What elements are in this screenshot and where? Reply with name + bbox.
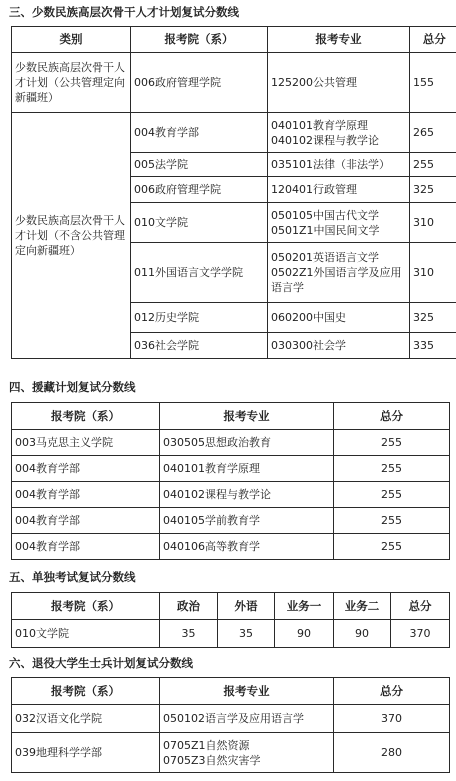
table-header-row <box>12 27 456 53</box>
table-row <box>12 53 456 113</box>
table-row <box>12 733 450 773</box>
score-cell: 310 <box>410 243 456 303</box>
header-score: 总分 <box>410 27 456 53</box>
major-cell: 030300社会学 <box>268 333 410 359</box>
major-cell: 120401行政管理 <box>268 177 410 203</box>
major-cell: 040105学前教育学 <box>160 508 334 534</box>
score-cell: 370 <box>391 620 450 648</box>
table-row <box>12 620 450 648</box>
minority-cadre-table <box>11 26 456 359</box>
header-score: 总分 <box>391 593 450 620</box>
major-cell: 040101教育学原理 040102课程与教学论 <box>268 113 410 153</box>
independent-exam-table <box>11 592 450 648</box>
header-dept: 报考院（系） <box>12 678 160 705</box>
table-header-row <box>12 403 450 430</box>
header-dept: 报考院（系） <box>12 403 160 430</box>
score-cell: 255 <box>334 482 450 508</box>
major-cell: 050102语言学及应用语言学 <box>160 705 334 733</box>
major-cell: 050105中国古代文学 0501Z1中国民间文学 <box>268 203 410 243</box>
dept-cell: 011外国语言文学学院 <box>131 243 268 303</box>
dept-cell: 012历史学院 <box>131 303 268 333</box>
table-row <box>12 534 450 560</box>
dept-cell: 010文学院 <box>131 203 268 243</box>
score-cell: 255 <box>334 430 450 456</box>
header-category: 类别 <box>12 27 131 53</box>
header-score: 总分 <box>334 678 450 705</box>
score-cell: 255 <box>334 508 450 534</box>
subject1-cell: 90 <box>275 620 334 648</box>
score-cell: 370 <box>334 705 450 733</box>
score-cell: 310 <box>410 203 456 243</box>
dept-cell: 006政府管理学院 <box>131 53 268 113</box>
score-cell: 155 <box>410 53 456 113</box>
table-row <box>12 430 450 456</box>
dept-cell: 005法学院 <box>131 153 268 177</box>
category-cell: 少数民族高层次骨干人才计划（公共管理定向新疆班） <box>12 53 131 113</box>
score-cell: 255 <box>334 534 450 560</box>
dept-cell: 004教育学部 <box>131 113 268 153</box>
score-cell: 280 <box>334 733 450 773</box>
major-cell: 040102课程与教学论 <box>160 482 334 508</box>
veteran-student-table <box>11 677 450 773</box>
dept-cell: 039地理科学学部 <box>12 733 160 773</box>
dept-cell: 004教育学部 <box>12 534 160 560</box>
score-cell: 325 <box>410 177 456 203</box>
dept-cell: 036社会学院 <box>131 333 268 359</box>
dept-cell: 004教育学部 <box>12 482 160 508</box>
subject2-cell: 90 <box>334 620 391 648</box>
category-cell: 少数民族高层次骨干人才计划（不含公共管理定向新疆班） <box>12 113 131 359</box>
section4-title: 四、援藏计划复试分数线 <box>9 380 136 394</box>
header-score: 总分 <box>334 403 450 430</box>
header-subject1: 业务一 <box>275 593 334 620</box>
header-dept: 报考院（系） <box>131 27 268 53</box>
header-dept: 报考院（系） <box>12 593 160 620</box>
score-cell: 335 <box>410 333 456 359</box>
major-cell: 030505思想政治教育 <box>160 430 334 456</box>
section6-title: 六、退役大学生士兵计划复试分数线 <box>9 656 193 670</box>
major-cell: 040106高等教育学 <box>160 534 334 560</box>
score-cell: 325 <box>410 303 456 333</box>
language-cell: 35 <box>218 620 275 648</box>
header-major: 报考专业 <box>268 27 410 53</box>
score-cell: 255 <box>410 153 456 177</box>
header-language: 外语 <box>218 593 275 620</box>
major-cell: 040101教育学原理 <box>160 456 334 482</box>
table-row <box>12 456 450 482</box>
header-subject2: 业务二 <box>334 593 391 620</box>
major-cell: 125200公共管理 <box>268 53 410 113</box>
header-politics: 政治 <box>160 593 218 620</box>
dept-cell: 004教育学部 <box>12 456 160 482</box>
header-major: 报考专业 <box>160 678 334 705</box>
table-header-row <box>12 593 450 620</box>
dept-cell: 003马克思主义学院 <box>12 430 160 456</box>
score-cell: 265 <box>410 113 456 153</box>
major-cell: 035101法律（非法学） <box>268 153 410 177</box>
table-header-row <box>12 678 450 705</box>
section3-title: 三、少数民族高层次骨干人才计划复试分数线 <box>9 5 239 19</box>
dept-cell: 032汉语文化学院 <box>12 705 160 733</box>
major-cell: 060200中国史 <box>268 303 410 333</box>
major-cell: 050201英语语言文学 0502Z1外国语言学及应用语言学 <box>268 243 410 303</box>
dept-cell: 010文学院 <box>12 620 160 648</box>
table-row <box>12 508 450 534</box>
tibet-aid-table <box>11 402 450 560</box>
politics-cell: 35 <box>160 620 218 648</box>
table-row <box>12 113 456 153</box>
score-cell: 255 <box>334 456 450 482</box>
dept-cell: 006政府管理学院 <box>131 177 268 203</box>
section5-title: 五、单独考试复试分数线 <box>9 570 136 584</box>
major-cell: 0705Z1自然资源 0705Z3自然灾害学 <box>160 733 334 773</box>
dept-cell: 004教育学部 <box>12 508 160 534</box>
header-major: 报考专业 <box>160 403 334 430</box>
table-row <box>12 482 450 508</box>
table-row <box>12 705 450 733</box>
